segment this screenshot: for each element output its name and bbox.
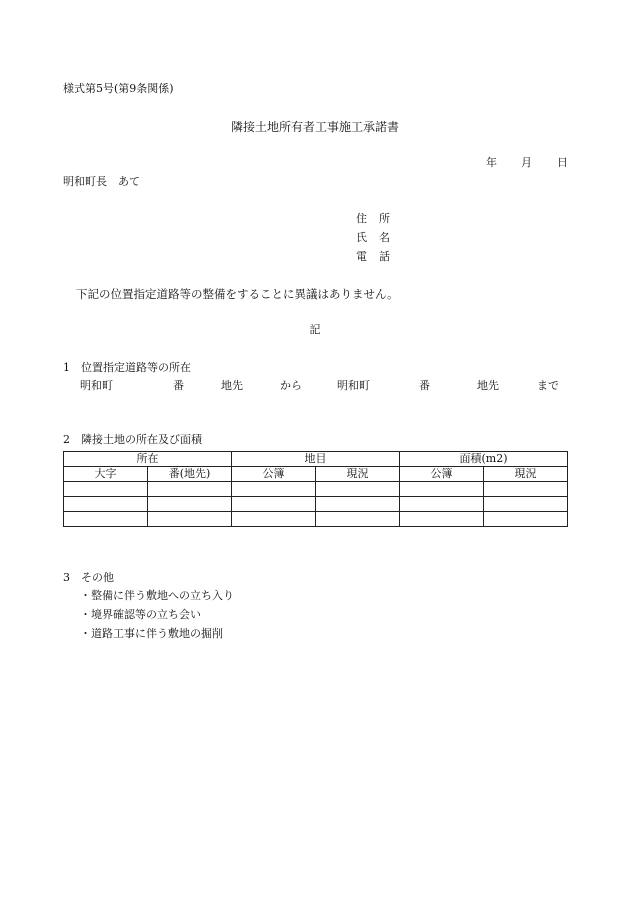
- table-cell: [148, 512, 232, 527]
- section2-heading: 2 隣接土地の所在及び面積: [63, 433, 202, 446]
- table-cell: [400, 482, 484, 497]
- location-kara: から: [280, 379, 302, 392]
- table-row: [64, 512, 568, 527]
- table-cell: [484, 482, 568, 497]
- table-cell: [316, 512, 400, 527]
- date-year-label: 年: [486, 156, 497, 169]
- column-header: 公簿: [400, 467, 484, 482]
- group-header-area: 面積(m2): [400, 452, 568, 467]
- table-group-header-row: [64, 452, 568, 467]
- location-made: まで: [537, 379, 559, 392]
- section3-heading: 3 その他: [63, 571, 114, 584]
- group-header-location: 所在: [64, 452, 232, 467]
- other-item-entry: ・整備に伴う敷地への立ち入り: [80, 589, 234, 602]
- table-cell: [400, 497, 484, 512]
- applicant-address-label: 住 所: [356, 212, 390, 225]
- group-header-land-category: 地目: [232, 452, 400, 467]
- section1-heading: 1 位置指定道路等の所在: [63, 361, 191, 374]
- applicant-name-label: 氏 名: [356, 231, 390, 244]
- other-item-excavation: ・道路工事に伴う敷地の掘削: [80, 627, 223, 640]
- column-header: 現況: [484, 467, 568, 482]
- location-town-to: 明和町: [337, 379, 370, 392]
- location-ban-from: 番: [173, 379, 184, 392]
- table-cell: [400, 512, 484, 527]
- table-cell: [484, 512, 568, 527]
- column-header: 番(地先): [148, 467, 232, 482]
- ki-heading: 記: [309, 323, 321, 336]
- location-ban-to: 番: [419, 379, 430, 392]
- applicant-phone-label: 電 話: [356, 250, 390, 263]
- table-cell: [64, 482, 148, 497]
- table-cell: [316, 482, 400, 497]
- land-table: [63, 451, 568, 527]
- table-cell: [484, 497, 568, 512]
- table-cell: [316, 497, 400, 512]
- table-cell: [232, 497, 316, 512]
- table-column-header-row: [64, 467, 568, 482]
- table-cell: [148, 497, 232, 512]
- document-title: 隣接土地所有者工事施工承諾書: [230, 120, 399, 134]
- column-header: 現況: [316, 467, 400, 482]
- other-item-boundary: ・境界確認等の立ち会い: [80, 608, 201, 621]
- table-cell: [148, 482, 232, 497]
- location-town-from: 明和町: [80, 379, 113, 392]
- table-cell: [64, 497, 148, 512]
- table-row: [64, 482, 568, 497]
- form-number-label: 様式第5号(第9条関係): [63, 82, 174, 95]
- addressee: 明和町長 あて: [63, 175, 140, 188]
- consent-statement: 下記の位置指定道路等の整備をすることに異議はありません。: [76, 287, 399, 301]
- column-header: 公簿: [232, 467, 316, 482]
- location-row: [0, 379, 630, 395]
- date-day-label: 日: [557, 156, 568, 169]
- column-header: 大字: [64, 467, 148, 482]
- location-chisaki-to: 地先: [477, 379, 499, 392]
- date-month-label: 月: [521, 156, 532, 169]
- table-row: [64, 497, 568, 512]
- table-cell: [232, 512, 316, 527]
- table-cell: [64, 512, 148, 527]
- table-cell: [232, 482, 316, 497]
- location-chisaki-from: 地先: [221, 379, 243, 392]
